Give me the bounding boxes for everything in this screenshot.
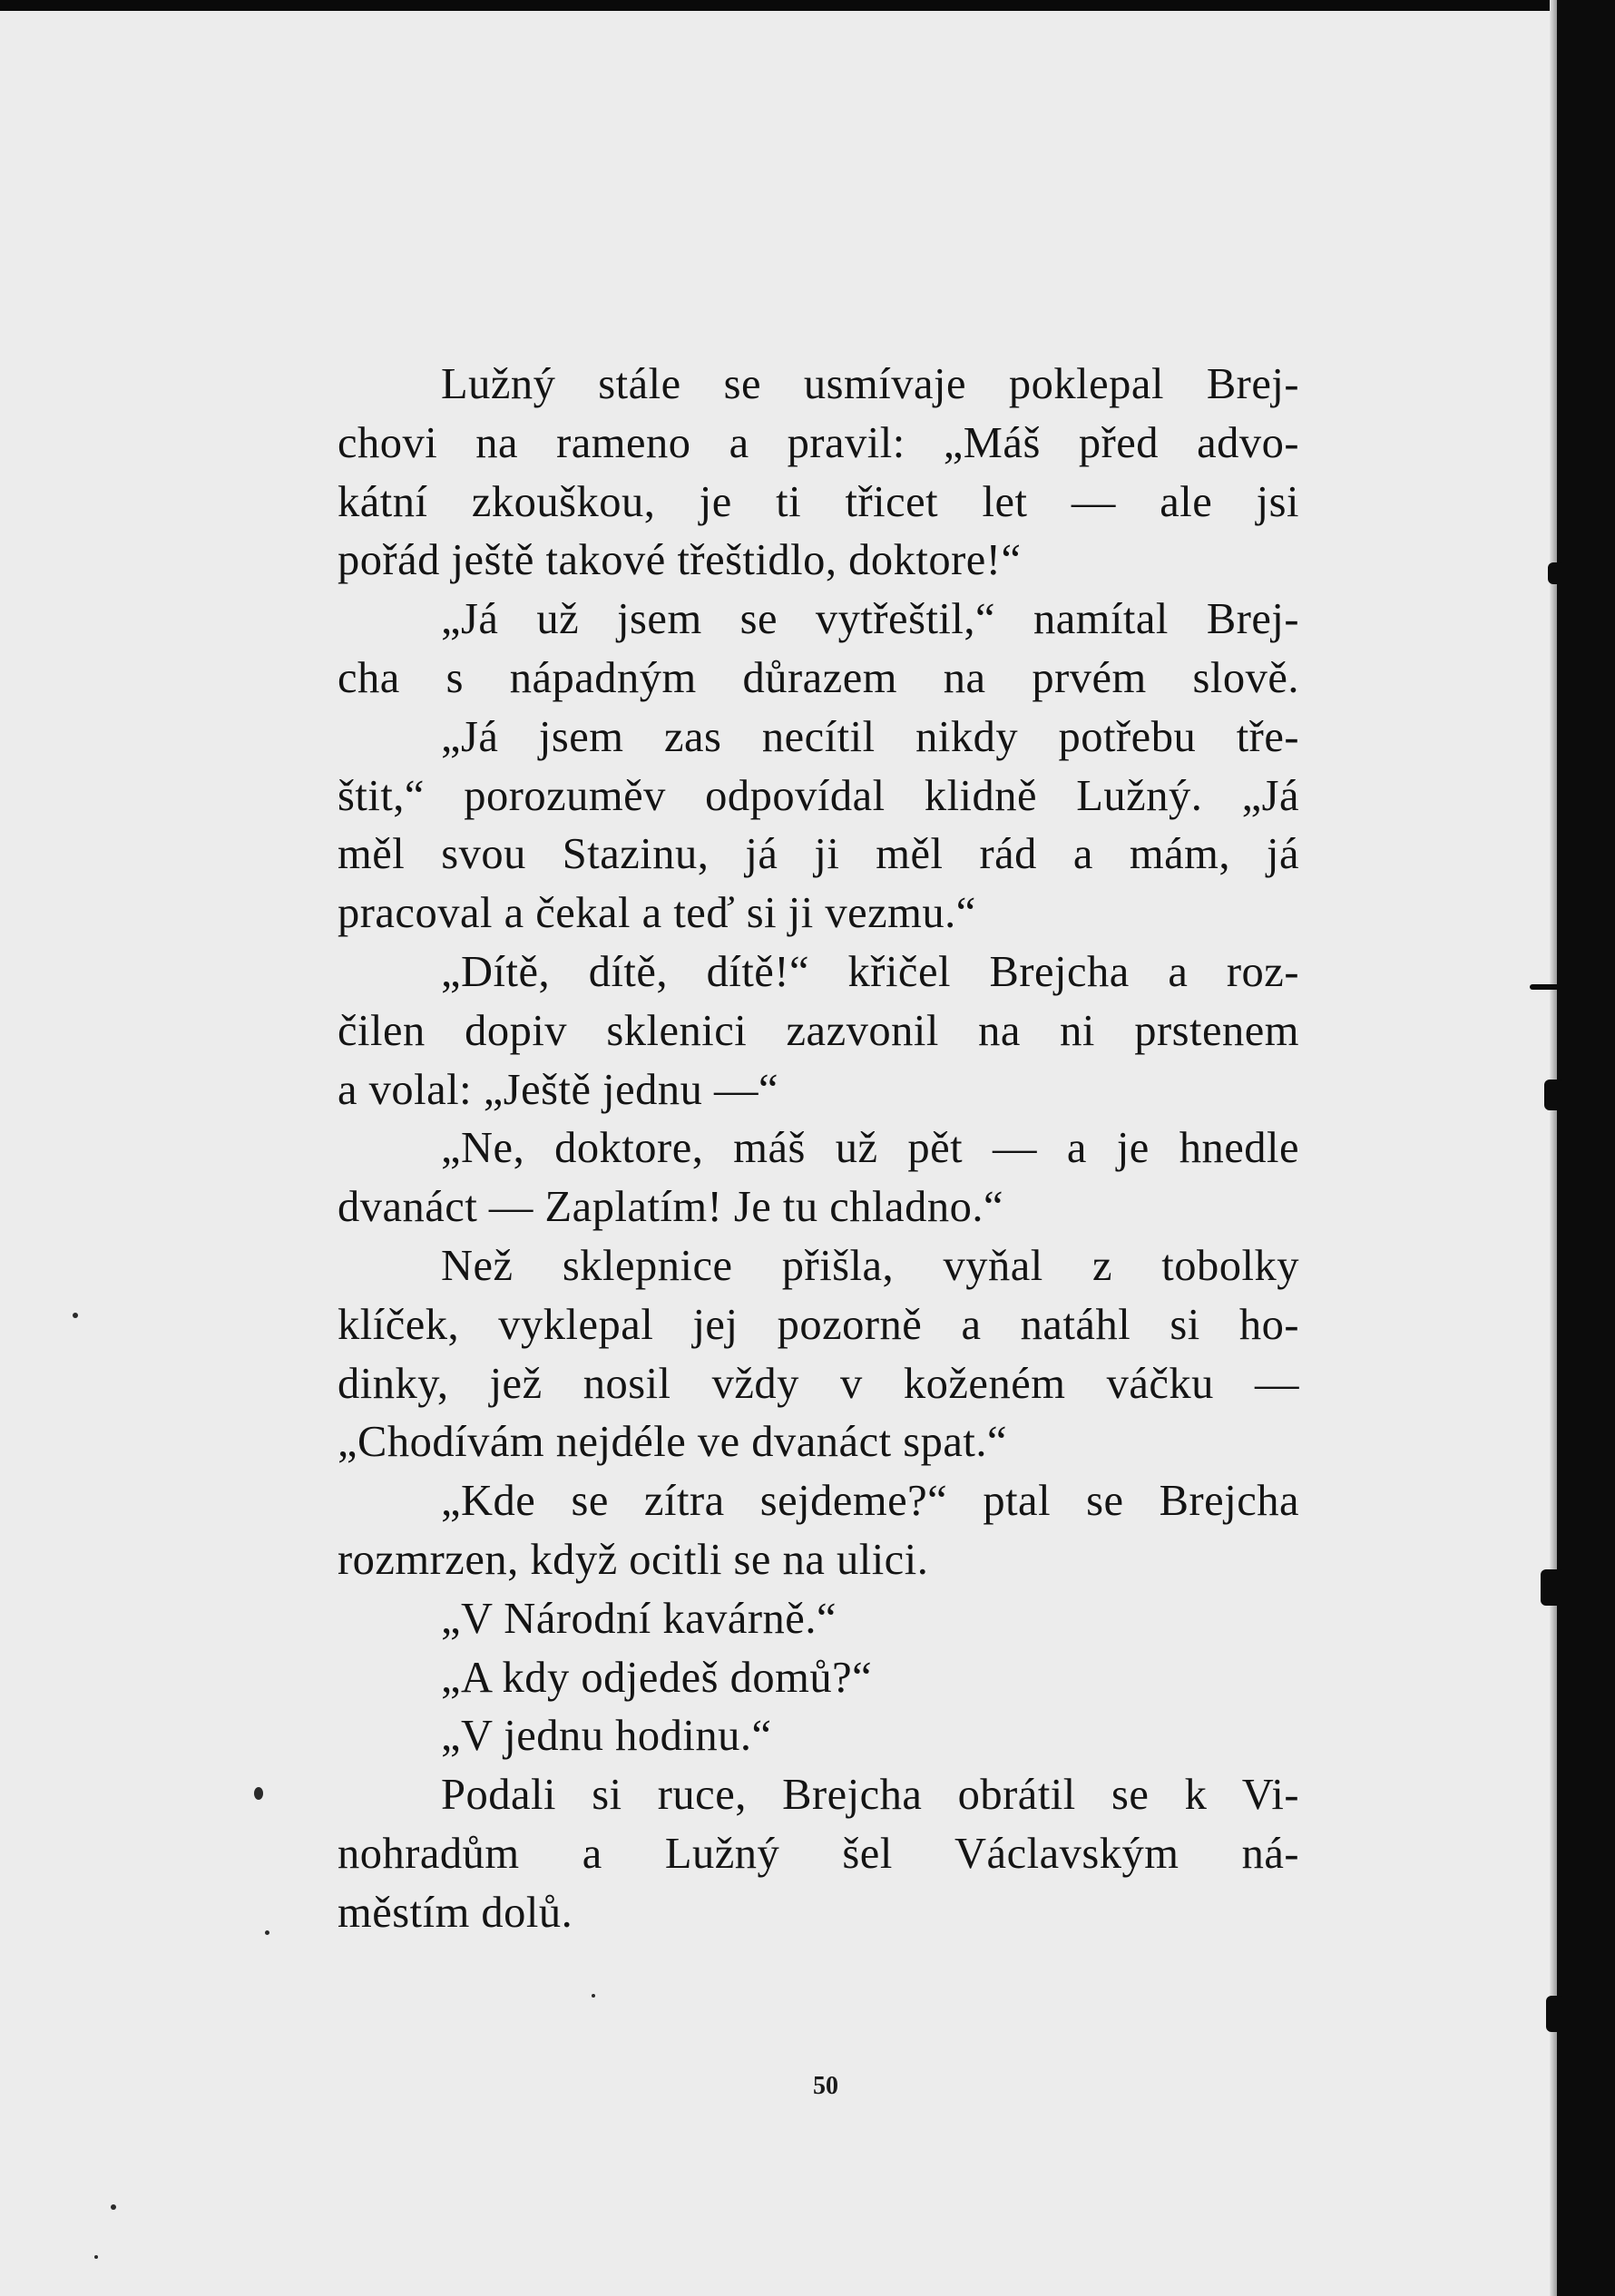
text-line: a volal: „Ještě jednu —“ bbox=[338, 1065, 779, 1114]
text-line: Lužný stále se usmívaje poklepal Brej- bbox=[441, 360, 1299, 408]
text-line: dvanáct — Zaplatím! Je tu chladno.“ bbox=[338, 1183, 1003, 1232]
text-line: „Ne, doktore, máš už pět — a je hnedle bbox=[441, 1124, 1299, 1173]
spine-mark bbox=[1530, 984, 1561, 990]
text-line: Podali si ruce, Brejcha obrátil se k Vi- bbox=[441, 1771, 1299, 1820]
book-spine bbox=[1557, 0, 1615, 2296]
text-line: chovi na rameno a pravil: „Máš před advo- bbox=[338, 418, 1299, 467]
text-line: čilen dopiv sklenici zazvonil na ni prstenem bbox=[338, 1006, 1299, 1055]
spine-mark bbox=[1548, 562, 1564, 584]
text-line: pořád ještě takové třeštidlo, doktore!“ bbox=[338, 536, 1022, 585]
body-text bbox=[338, 356, 1299, 1943]
page-speck bbox=[265, 1930, 269, 1935]
scan-top-border bbox=[0, 0, 1615, 11]
spine-mark bbox=[1546, 1996, 1564, 2032]
page-edge-shadow bbox=[1550, 0, 1557, 2296]
spine-mark bbox=[1544, 1080, 1564, 1110]
text-line: rozmrzen, když ocitli se na ulici. bbox=[338, 1535, 929, 1584]
text-line: kátní zkouškou, je ti třicet let — ale jsi bbox=[338, 477, 1299, 526]
spine-mark bbox=[1541, 1569, 1564, 1606]
text-line: městím dolů. bbox=[338, 1888, 573, 1937]
page-speck bbox=[73, 1313, 78, 1318]
text-line: nohradům a Lužný šel Václavským ná- bbox=[338, 1829, 1299, 1878]
text-line: cha s nápadným důrazem na prvém slově. bbox=[338, 653, 1299, 702]
text-line: „A kdy odjedeš domů?“ bbox=[441, 1653, 873, 1702]
text-line: „Dítě, dítě, dítě!“ křičel Brejcha a roz- bbox=[441, 947, 1299, 996]
page-speck bbox=[592, 1994, 595, 1998]
text-line: „Já už jsem se vytřeštil,“ namítal Brej- bbox=[441, 595, 1299, 644]
text-line: dinky, jež nosil vždy v koženém váčku — bbox=[338, 1359, 1299, 1408]
text-line: „Chodívám nejdéle ve dvanáct spat.“ bbox=[338, 1418, 1007, 1467]
text-line: „Já jsem zas necítil nikdy potřebu tře- bbox=[441, 712, 1299, 761]
page-speck bbox=[111, 2204, 116, 2210]
page-speck bbox=[94, 2255, 98, 2259]
text-line: štit,“ porozuměv odpovídal klidně Lužný. „Já bbox=[338, 771, 1299, 820]
page-number: 50 bbox=[813, 2072, 838, 2100]
page-speck bbox=[254, 1787, 263, 1800]
text-line: pracoval a čekal a teď si ji vezmu.“ bbox=[338, 889, 976, 938]
text-line: „V jednu hodinu.“ bbox=[441, 1712, 772, 1761]
text-line: „V Národní kavárně.“ bbox=[441, 1594, 837, 1643]
text-line: měl svou Stazinu, já ji měl rád a mám, já bbox=[338, 830, 1299, 879]
text-line: Než sklepnice přišla, vyňal z tobolky bbox=[441, 1241, 1299, 1290]
text-line: „Kde se zítra sejdeme?“ ptal se Brejcha bbox=[441, 1477, 1299, 1526]
text-line: klíček, vyklepal jej pozorně a natáhl si ho- bbox=[338, 1300, 1299, 1349]
